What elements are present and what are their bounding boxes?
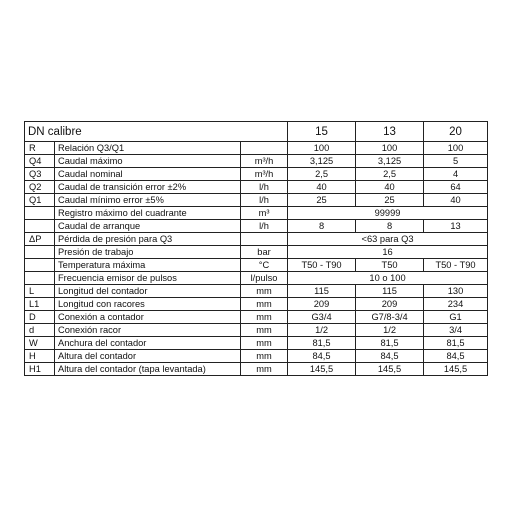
row-name: Conexión a contador — [55, 311, 241, 324]
row-symbol: Q4 — [25, 155, 55, 168]
row-unit: mm — [241, 363, 288, 376]
header-dn-13: 13 — [356, 122, 424, 142]
table-row — [25, 272, 488, 285]
row-value: 3,125 — [288, 155, 356, 168]
row-value: 40 — [288, 181, 356, 194]
row-value: 8 — [356, 220, 424, 233]
row-symbol: Q2 — [25, 181, 55, 194]
row-name: Caudal de arranque — [55, 220, 241, 233]
row-value: 100 — [356, 142, 424, 155]
row-symbol: d — [25, 324, 55, 337]
row-value: T50 - T90 — [288, 259, 356, 272]
row-symbol: Q1 — [25, 194, 55, 207]
row-value: 84,5 — [288, 350, 356, 363]
row-name: Caudal de transición error ±2% — [55, 181, 241, 194]
row-unit: mm — [241, 350, 288, 363]
row-value: 1/2 — [288, 324, 356, 337]
row-value: 2,5 — [356, 168, 424, 181]
header-dn-15: 15 — [288, 122, 356, 142]
spec-table — [24, 121, 488, 376]
header-label: DN calibre — [25, 122, 288, 142]
table-row — [25, 168, 488, 181]
row-value: 5 — [424, 155, 488, 168]
row-name: Longitud con racores — [55, 298, 241, 311]
row-unit: mm — [241, 311, 288, 324]
row-value-merged: 99999 — [288, 207, 488, 220]
row-value: 145,5 — [356, 363, 424, 376]
row-value: T50 — [356, 259, 424, 272]
row-name: Temperatura máxima — [55, 259, 241, 272]
row-unit: l/h — [241, 181, 288, 194]
row-value: 145,5 — [288, 363, 356, 376]
row-value: 130 — [424, 285, 488, 298]
table-row — [25, 311, 488, 324]
row-unit: mm — [241, 285, 288, 298]
row-value: 81,5 — [356, 337, 424, 350]
row-value: T50 - T90 — [424, 259, 488, 272]
row-name: Anchura del contador — [55, 337, 241, 350]
table-row — [25, 337, 488, 350]
row-unit: l/h — [241, 194, 288, 207]
row-value: 84,5 — [356, 350, 424, 363]
row-value: 100 — [288, 142, 356, 155]
table-row — [25, 220, 488, 233]
table-row — [25, 233, 488, 246]
row-value: 145,5 — [424, 363, 488, 376]
row-name: Caudal máximo — [55, 155, 241, 168]
row-name: Longitud del contador — [55, 285, 241, 298]
table-row — [25, 285, 488, 298]
table-row — [25, 207, 488, 220]
row-value: 8 — [288, 220, 356, 233]
row-symbol: L — [25, 285, 55, 298]
row-value: G3/4 — [288, 311, 356, 324]
row-value: 209 — [288, 298, 356, 311]
table-row — [25, 259, 488, 272]
row-symbol: W — [25, 337, 55, 350]
row-name: Registro máximo del cuadrante — [55, 207, 241, 220]
row-value: 209 — [356, 298, 424, 311]
table-row — [25, 298, 488, 311]
row-unit: l/h — [241, 220, 288, 233]
row-unit: m³ — [241, 207, 288, 220]
row-value: 64 — [424, 181, 488, 194]
row-unit — [241, 142, 288, 155]
row-value: 25 — [356, 194, 424, 207]
row-symbol — [25, 246, 55, 259]
row-symbol — [25, 259, 55, 272]
row-value: 81,5 — [288, 337, 356, 350]
row-value: 13 — [424, 220, 488, 233]
row-value: 1/2 — [356, 324, 424, 337]
table-row — [25, 181, 488, 194]
row-symbol: Q3 — [25, 168, 55, 181]
row-value: 3/4 — [424, 324, 488, 337]
row-value: 25 — [288, 194, 356, 207]
row-value: 2,5 — [288, 168, 356, 181]
row-unit: l/pulso — [241, 272, 288, 285]
row-value: 3,125 — [356, 155, 424, 168]
row-value-merged: <63 para Q3 — [288, 233, 488, 246]
row-value: 40 — [356, 181, 424, 194]
row-name: Frecuencia emisor de pulsos — [55, 272, 241, 285]
row-name: Caudal nominal — [55, 168, 241, 181]
row-name: Altura del contador — [55, 350, 241, 363]
row-value-merged: 10 o 100 — [288, 272, 488, 285]
table-row — [25, 155, 488, 168]
row-value: 100 — [424, 142, 488, 155]
row-unit: m³/h — [241, 155, 288, 168]
table-row — [25, 324, 488, 337]
row-symbol: H1 — [25, 363, 55, 376]
row-value: 115 — [356, 285, 424, 298]
table-row — [25, 246, 488, 259]
header-dn-20: 20 — [424, 122, 488, 142]
row-unit — [241, 233, 288, 246]
table-row — [25, 194, 488, 207]
row-name: Caudal mínimo error ±5% — [55, 194, 241, 207]
row-name: Presión de trabajo — [55, 246, 241, 259]
row-unit: mm — [241, 337, 288, 350]
row-name: Pérdida de presión para Q3 — [55, 233, 241, 246]
row-value: 40 — [424, 194, 488, 207]
row-value: 81,5 — [424, 337, 488, 350]
row-unit: mm — [241, 324, 288, 337]
row-value: G1 — [424, 311, 488, 324]
row-unit: °C — [241, 259, 288, 272]
row-value: 4 — [424, 168, 488, 181]
row-unit: bar — [241, 246, 288, 259]
row-name: Altura del contador (tapa levantada) — [55, 363, 241, 376]
row-symbol: R — [25, 142, 55, 155]
row-value-merged: 16 — [288, 246, 488, 259]
row-symbol: ΔP — [25, 233, 55, 246]
table-row — [25, 363, 488, 376]
row-value: 84,5 — [424, 350, 488, 363]
table-row — [25, 350, 488, 363]
row-value: 115 — [288, 285, 356, 298]
row-value: G7/8-3/4 — [356, 311, 424, 324]
row-name: Relación Q3/Q1 — [55, 142, 241, 155]
table-row — [25, 142, 488, 155]
row-symbol — [25, 220, 55, 233]
row-symbol — [25, 207, 55, 220]
row-name: Conexión racor — [55, 324, 241, 337]
row-unit: m³/h — [241, 168, 288, 181]
row-symbol: H — [25, 350, 55, 363]
row-symbol: L1 — [25, 298, 55, 311]
row-unit: mm — [241, 298, 288, 311]
row-value: 234 — [424, 298, 488, 311]
row-symbol: D — [25, 311, 55, 324]
row-symbol — [25, 272, 55, 285]
table-header-row — [25, 122, 488, 142]
